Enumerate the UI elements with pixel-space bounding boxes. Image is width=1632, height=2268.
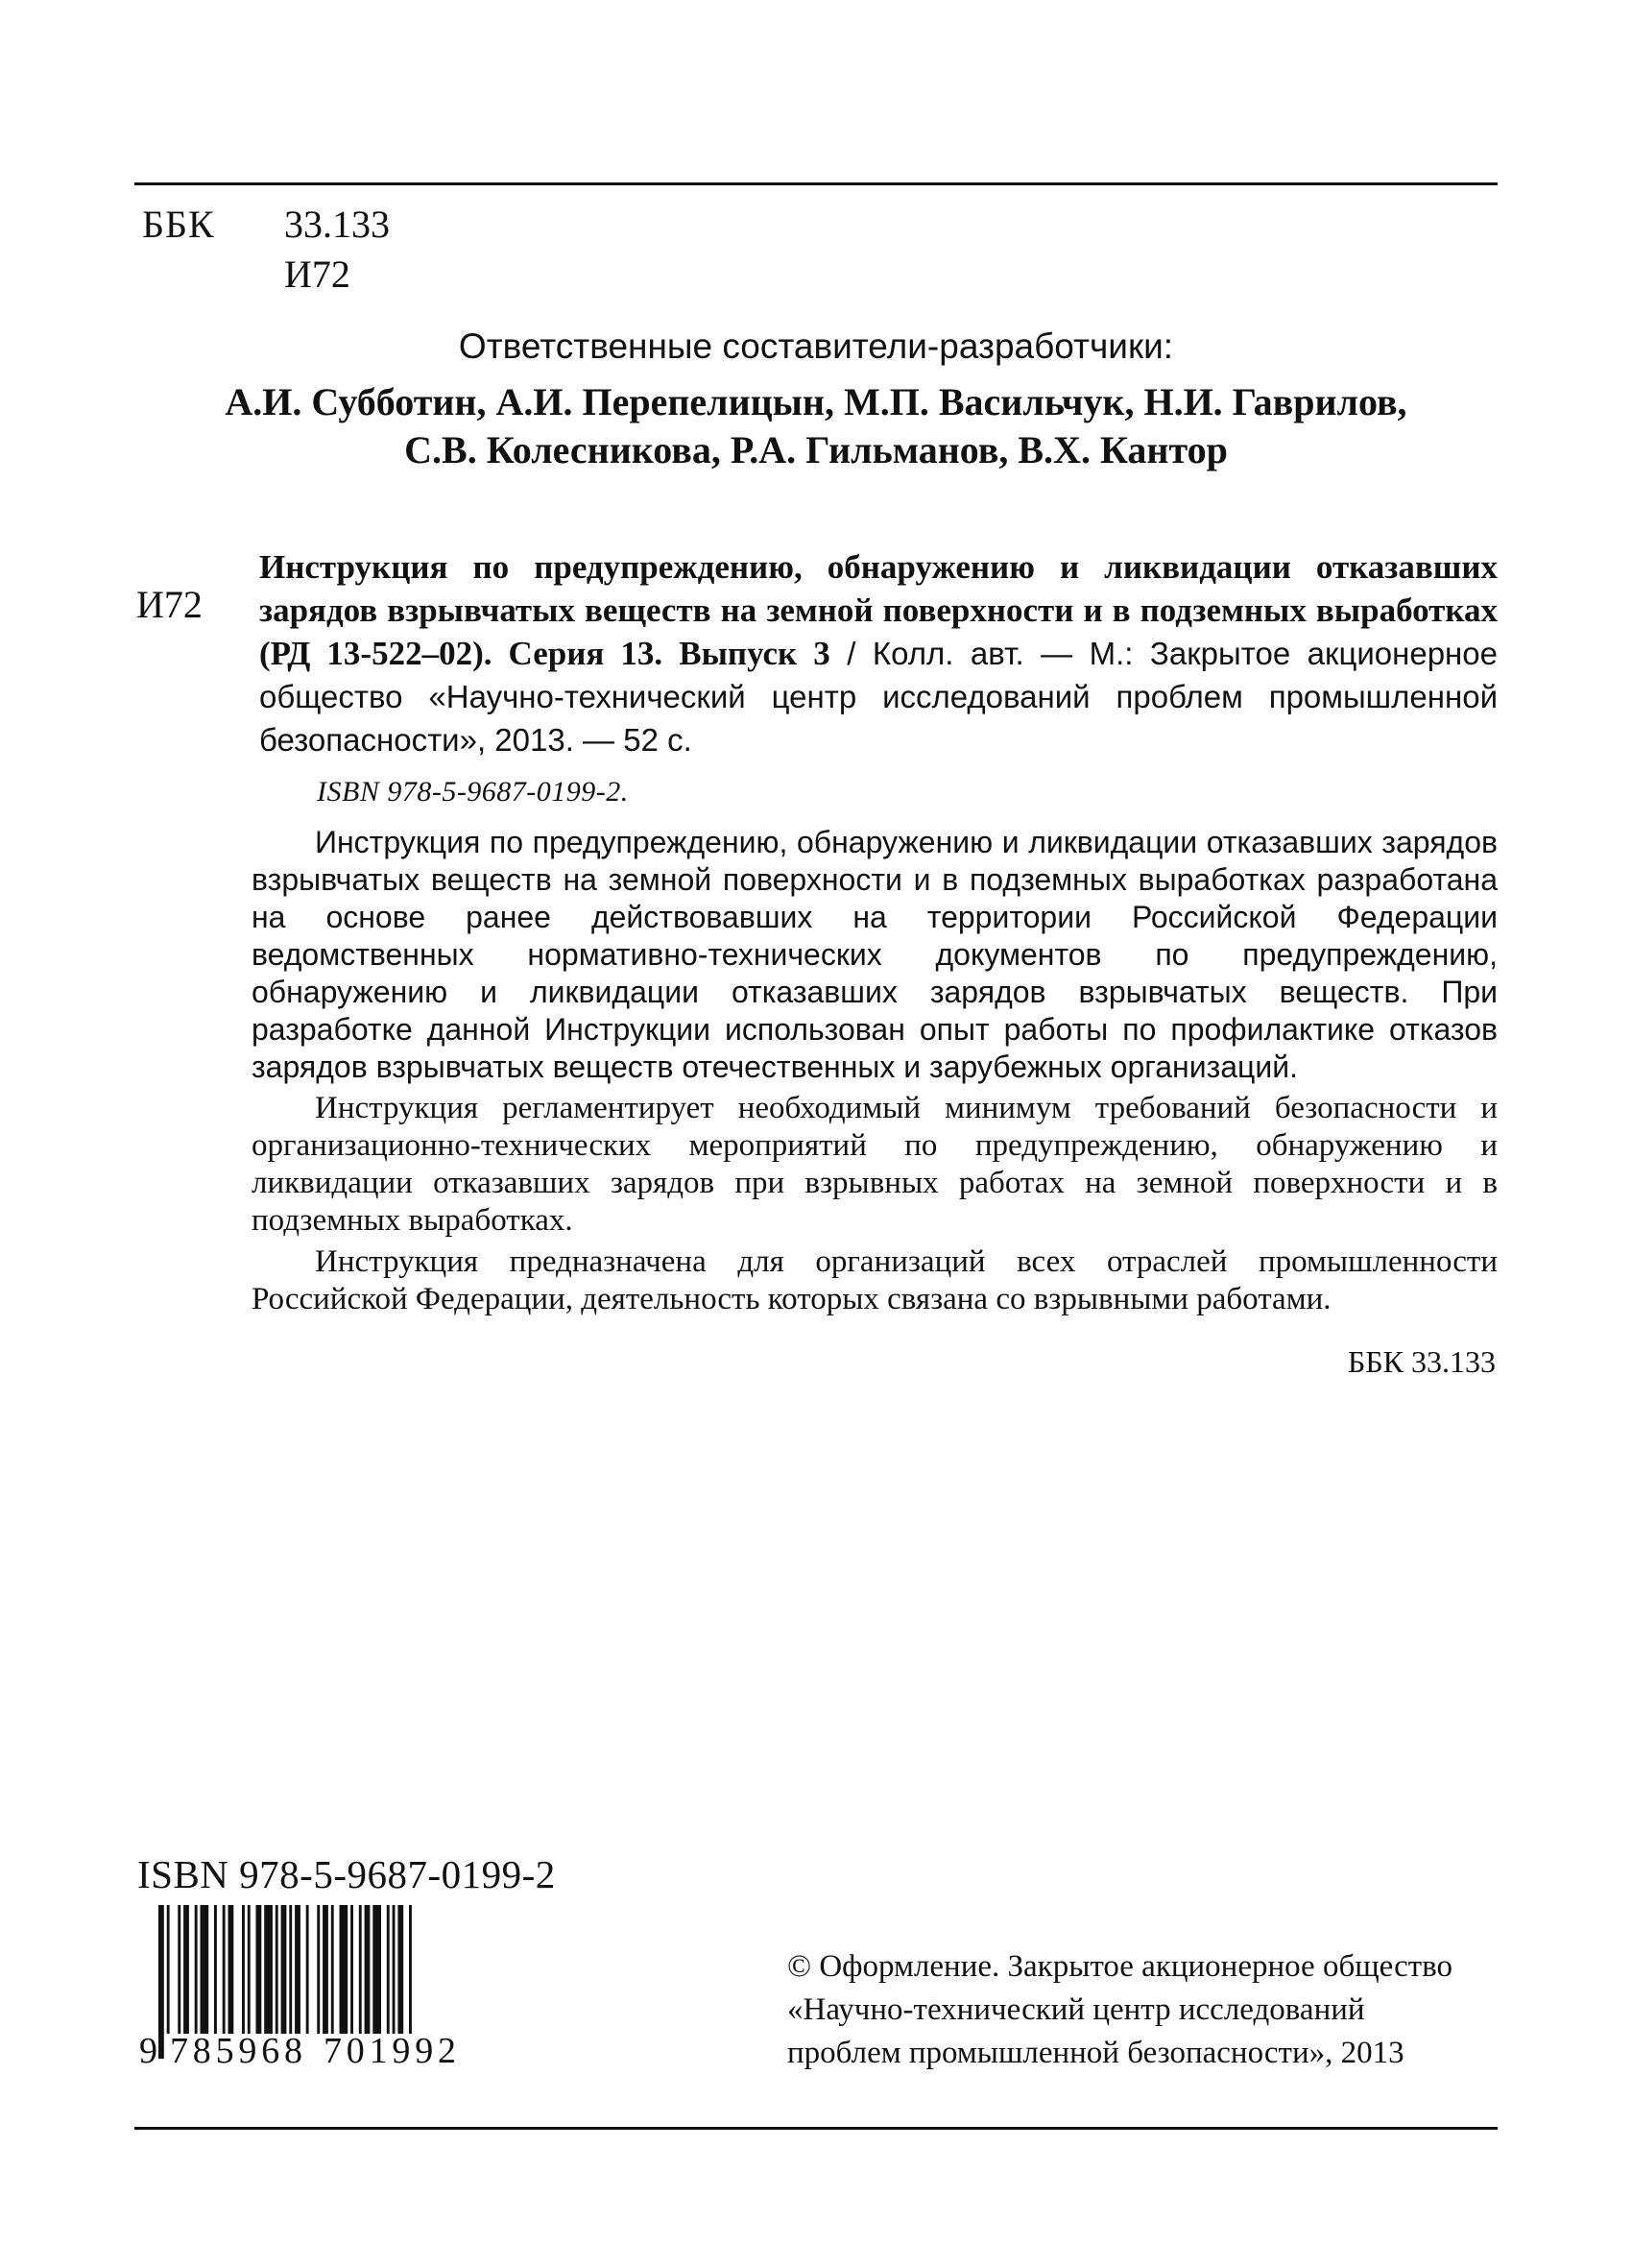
bib-imprint: / Колл. авт. — М.: Закрытое акционерное общество «Научно-технический центр исследований проблем промышленной безопасности», 2013. — 52 с. <box>259 636 1498 758</box>
author-code: И72 <box>284 253 350 296</box>
barcode-bar <box>372 1905 381 2034</box>
isbn-barcode <box>137 1905 540 2068</box>
copyright-line-1: © Оформление. Закрытое акционерное общество <box>787 1949 1453 1984</box>
barcode-bar <box>393 1905 396 2034</box>
authors-line-2: С.В. Колесникова, Р.А. Гильманов, В.Х. Кантор <box>404 428 1228 471</box>
authors-list <box>134 378 1498 474</box>
barcode-digit-first: 9 <box>139 2031 157 2068</box>
barcode-bar <box>158 1905 164 2059</box>
barcode-digits-right: 701992 <box>324 2031 456 2068</box>
barcode-bar <box>340 1905 348 2034</box>
copyright-notice <box>787 1945 1498 2075</box>
barcode-bar <box>387 1905 390 2034</box>
barcode-digits-left: 785968 <box>170 2031 302 2068</box>
barcode-bar <box>228 1905 234 2034</box>
top-rule <box>134 182 1498 185</box>
bbk-bottom: ББК 33.133 <box>1347 1344 1496 1379</box>
responsible-heading: Ответственные составители-разработчики: <box>458 326 1174 366</box>
copyright-line-3: проблем промышленной безопасности», 2013 <box>787 2036 1404 2070</box>
copyright-line-2: «Научно-технический центр исследований <box>787 1992 1365 2027</box>
barcode-bar <box>359 1905 362 2034</box>
barcode-bar <box>306 1905 309 2034</box>
abstract-paragraph-3: Инструкция предназначена для организаций всех отраслей промышленности Российской Федерации, деятельность которых связана со взрывными работами. <box>252 1244 1498 1316</box>
bbk-code: 33.133 <box>284 203 390 246</box>
barcode-bar <box>323 1905 328 2034</box>
margin-author-code: И72 <box>136 583 203 626</box>
bottom-rule <box>134 2127 1498 2130</box>
isbn-barcode-label: ISBN 978-5-9687-0199-2 <box>137 1852 556 1896</box>
barcode-bar <box>195 1905 198 2034</box>
barcode-bar <box>183 1905 189 2034</box>
bib-title: Инструкция по предупреждению, обнаружению и ликвидации отказавших зарядов взрывчатых веществ на земной поверхности и в подземных выработках (РД 13-522–02). Серия 13. Выпуск 3 <box>259 548 1498 672</box>
isbn-line: ISBN 978-5-9687-0199-2. <box>317 776 629 808</box>
barcode-bar <box>317 1905 320 2034</box>
barcode-bar <box>242 1905 245 2034</box>
abstract-paragraph-1: Инструкция по предупреждению, обнаружению и ликвидации отказавших зарядов взрывчатых веществ на земной поверхности и в подземных выработках разработана на основе ранее действовавших на территории Российской Федерации ведомственных нормативно-технических документов по предупреждению, обнаружению и ликвидации отказавших зарядов взрывчатых веществ. При разработке данной Инструкции использован опыт работы по профилактике отказов зарядов взрывчатых веществ отечественных и зарубежных организаций. <box>252 825 1498 1084</box>
barcode-bar <box>178 1905 180 2034</box>
barcode-bar <box>276 1905 278 2034</box>
bibliographic-description <box>259 545 1498 761</box>
barcode-bar <box>350 1905 353 2034</box>
barcode-bar <box>223 1905 226 2034</box>
bbk-label: ББК <box>142 203 215 246</box>
barcode-bar <box>214 1905 217 2034</box>
abstract-paragraph-2: Инструкция регламентирует необходимый минимум требований безопасности и организационно-технических мероприятий по предупреждению, обнаружению и ликвидации отказавших зарядов при взрывных работах на земной поверхности и в подземных выработках. <box>252 1091 1498 1238</box>
barcode-bar <box>264 1905 273 2034</box>
authors-line-1: А.И. Субботин, А.И. Перепелицын, М.П. Васильчук, Н.И. Гаврилов, <box>225 380 1407 423</box>
barcode-bar <box>248 1905 251 2034</box>
barcode-bar <box>201 1905 209 2034</box>
abstract <box>252 824 1498 1318</box>
barcode-bar <box>365 1905 371 2034</box>
barcode-bar <box>331 1905 334 2034</box>
barcode-bar <box>256 1905 262 2034</box>
